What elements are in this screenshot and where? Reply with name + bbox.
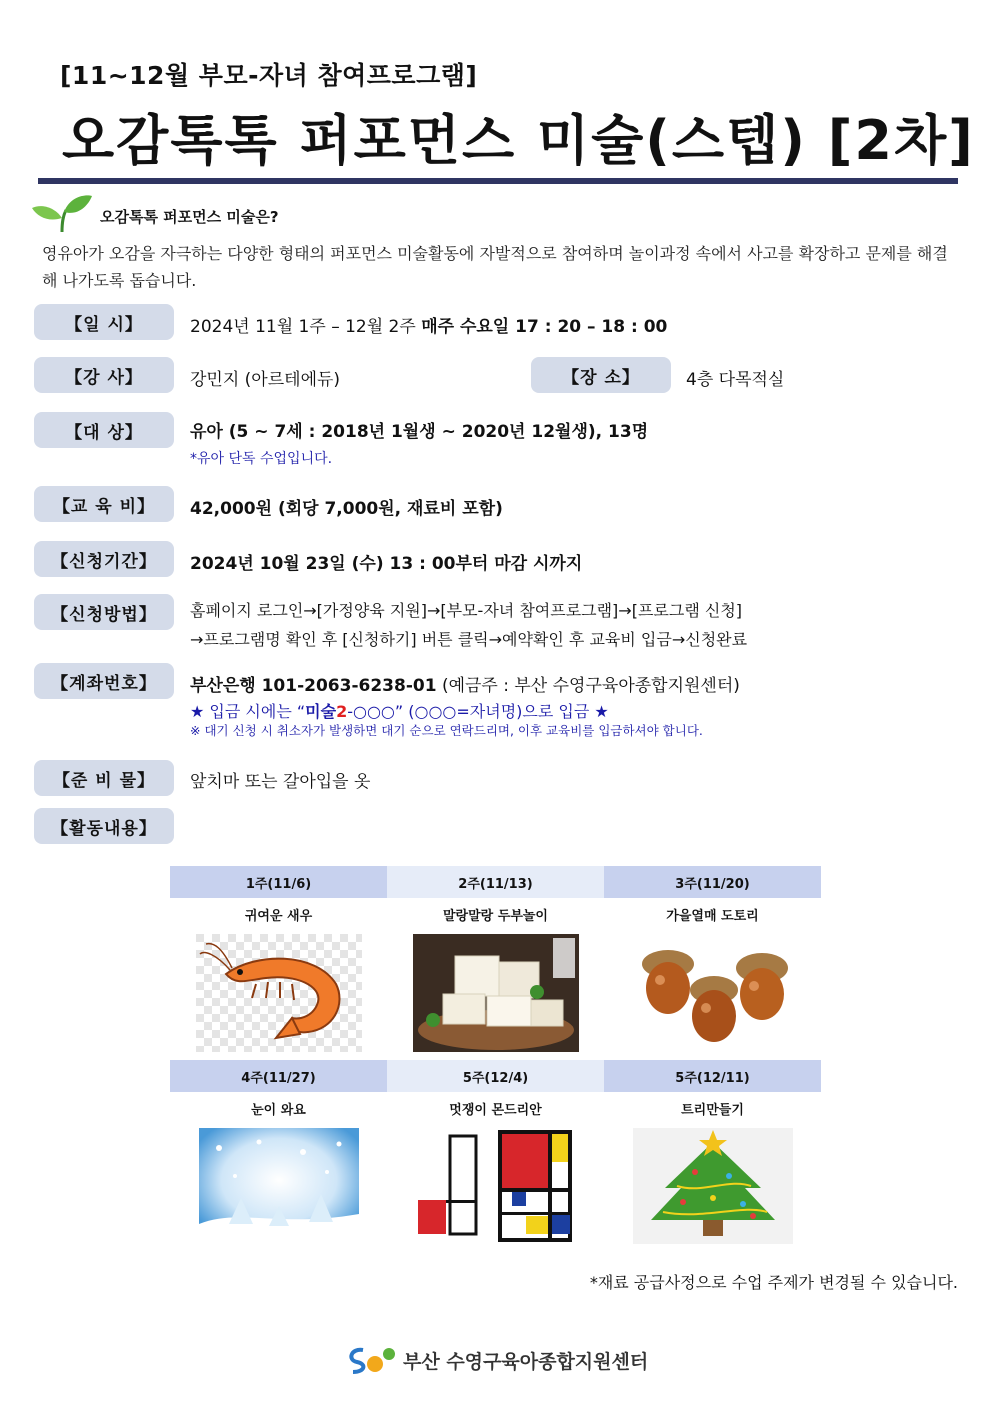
account-value: 부산은행 101-2063-6238-01 (예금주 : 부산 수영구육아종합지원센터) [190,676,740,696]
method-line1: 홈페이지 로그인→[가정양육 지원]→[부모-자녀 참여프로그램]→[프로그램 신청] [190,601,743,620]
waitlist-note: ※ 대기 신청 시 취소자가 발생하면 대기 순으로 연락드리며, 이후 교육비를 입금하셔야 합니다. [190,723,703,738]
place-value: 4층 다목적실 [686,370,785,390]
label-supplies: 【준 비 물】 [34,760,174,796]
page-subtitle: [11~12월 부모-자녀 참여프로그램] [60,61,478,90]
fee-value: 42,000원 (회당 7,000원, 재료비 포함) [190,499,503,519]
title-divider [38,178,958,184]
acorn-image [630,934,796,1052]
week-header: 1주(11/6) [170,866,387,898]
sprout-icon [30,192,94,234]
christmas-tree-image [633,1128,793,1244]
week-header: 5주(12/11) [604,1060,821,1092]
target-value: 유아 (5 ~ 7세 : 2018년 1월생 ~ 2020년 12월생), 13명 [190,422,649,442]
target-note: *유아 단독 수업입니다. [190,451,333,467]
activity-name: 말랑말랑 두부놀이 [443,908,548,924]
label-activities: 【활동내용】 [34,808,174,844]
org-logo [345,1344,648,1376]
instructor-value: 강민지 (아르테에듀) [190,370,341,390]
tofu-image [413,934,579,1052]
label-instructor: 【강 사】 [34,357,174,393]
org-logo-icon [345,1344,397,1376]
week-header: 3주(11/20) [604,866,821,898]
activity-name: 트리만들기 [681,1102,744,1118]
label-method: 【신청방법】 [34,594,174,630]
intro-heading: 오감톡톡 퍼포먼스 미술은? [100,208,279,226]
method-line2: →프로그램명 확인 후 [신청하기] 버튼 클릭→예약확인 후 교육비 입금→신청완료 [190,630,748,649]
activity-name: 멋쟁이 몬드리안 [449,1102,542,1118]
period-value: 2024년 10월 23일 (수) 13 : 00부터 마감 시까지 [190,554,583,574]
activity-name: 눈이 와요 [251,1102,306,1118]
mondrian-image [416,1128,576,1244]
supplies-value: 앞치마 또는 갈아입을 옷 [190,772,371,792]
week-header: 5주(12/4) [387,1060,604,1092]
page-title: 오감톡톡 퍼포먼스 미술(스텝) [2차] [62,109,975,172]
label-target: 【대 상】 [34,412,174,448]
label-period: 【신청기간】 [34,541,174,577]
activity-name: 귀여운 새우 [244,908,313,924]
schedule-value: 2024년 11월 1주 – 12월 2주 매주 수요일 17 : 20 – 18 : 00 [190,317,668,337]
snow-image [199,1128,359,1244]
label-schedule: 【일 시】 [34,304,174,340]
week-header: 2주(11/13) [387,866,604,898]
activity-name: 가을열매 도토리 [666,908,759,924]
intro-text: 영유아가 오감을 자극하는 다양한 형태의 퍼포먼스 미술활동에 자발적으로 참여하며 놀이과정 속에서 사고를 확장하고 문제를 해결해 나가도록 돕습니다. [42,244,948,290]
label-fee: 【교 육 비】 [34,486,174,522]
org-name: 부산 수영구육아종합지원센터 [403,1350,649,1373]
week-header: 4주(11/27) [170,1060,387,1092]
deposit-instruction: ★ 입금 시에는 “미술2-○○○” (○○○=자녀명)으로 입금 ★ [190,702,609,721]
label-place: 【장 소】 [531,357,671,393]
label-account: 【계좌번호】 [34,663,174,699]
shrimp-image [196,934,362,1052]
material-change-note: *재료 공급사정으로 수업 주제가 변경될 수 있습니다. [589,1273,958,1292]
activities-table [170,866,821,1254]
